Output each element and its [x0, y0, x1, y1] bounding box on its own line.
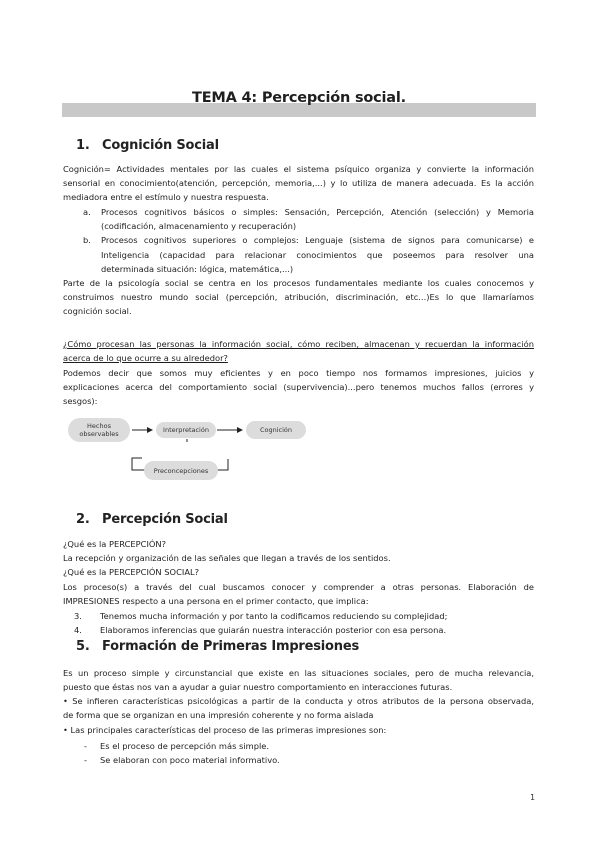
section-1-heading	[76, 138, 219, 153]
list-item-4	[74, 623, 534, 637]
text-line: (codificación, almacenamiento y recuperación)	[101, 221, 297, 232]
section-1-number: 1.	[76, 138, 90, 153]
list-marker: 3.	[74, 611, 82, 621]
cognition-diagram	[62, 412, 322, 487]
text-line: mediadora entre el estímulo y nuestra respuesta.	[63, 192, 269, 203]
section-1-paragraph-2	[63, 276, 534, 319]
node-cognicion: Cognición	[246, 421, 306, 439]
list-marker: -	[84, 741, 87, 751]
section-2-title: Percepción Social	[102, 512, 228, 527]
section-5-title: Formación de Primeras Impresiones	[102, 639, 359, 654]
list-marker: -	[84, 755, 87, 766]
text-line: determinada situación: lógica, matemática,...)	[101, 263, 294, 274]
text-line: Es el proceso de percepción más simple.	[100, 741, 270, 751]
section-5-dash-list	[84, 739, 534, 767]
section-2-list	[74, 609, 534, 637]
node-interpretacion: Interpretación	[156, 422, 216, 438]
text-line: La recepción y organización de las señales que llegan a través de los sentidos.	[63, 553, 391, 564]
dash-item-1	[84, 739, 534, 753]
section-5-paragraph-2	[63, 694, 534, 722]
text-line: acerca de lo que ocurre a su alrededor?	[63, 353, 228, 364]
text-line: Es un proceso simple y circunstancial que existe en las situaciones sociales, pero de mucha relevancia,	[63, 668, 534, 678]
section-2-paragraph	[63, 580, 534, 608]
list-marker: a.	[83, 207, 91, 217]
text-line: Procesos cognitivos superiores o complejos: Lenguaje (sistema de signos para comunicarse) e	[101, 235, 534, 246]
text-line: Podemos decir que somos muy eficientes y en poco tiempo nos formamos impresiones, juicios y	[63, 368, 534, 378]
node-hechos-observables: Hechos observables	[68, 418, 130, 442]
list-marker: 4.	[74, 625, 82, 636]
section-1-paragraph-1	[63, 162, 534, 205]
text-line: Procesos cognitivos básicos o simples: Sensación, Percepción, Atención (selección) y Memoria	[101, 207, 534, 217]
section-5-paragraph-1	[63, 666, 534, 694]
text-line: • Las principales características del proceso de las primeras impresiones son:	[63, 725, 387, 735]
list-marker: b.	[83, 235, 91, 246]
section-2-number: 2.	[76, 512, 90, 527]
text-line: ¿Cómo procesan las personas la información social, cómo reciben, almacenan y recuerdan la información	[63, 339, 534, 349]
text-line: sesgos):	[63, 396, 98, 407]
text-line: de forma que se organizan en una impresión coherente y no forma aislada	[63, 710, 374, 721]
section-1-paragraph-3	[63, 366, 534, 409]
section-1-list	[83, 205, 534, 276]
text-line: puesto que éstas nos van a ayudar a guiar nuestro comportamiento en interacciones futuras.	[63, 682, 453, 693]
page-number: 1	[530, 793, 536, 802]
text-line: Los proceso(s) a través del cual buscamos conocer y comprender a otras personas. Elaboración de	[63, 582, 534, 592]
text-line: Elaboramos inferencias que guiarán nuestra interacción posterior con esa persona.	[100, 625, 447, 636]
title-block	[62, 90, 536, 118]
text-line: Inteligencia (capacidad para relacionar conocimientos que poseemos para resolver una	[101, 249, 534, 260]
text-line: explicaciones acerca del comportamiento social (supervivencia)...pero tenemos muchos fallos (errores y	[63, 382, 534, 393]
text-line: Tenemos mucha información y por tanto la codificamos reduciendo su complejidad;	[100, 611, 448, 621]
text-line: • Se infieren características psicológicas a partir de la conducta y otros atributos de la persona observada,	[63, 696, 534, 706]
page-title: TEMA 4: Percepción social.	[192, 90, 406, 106]
text-line: Se elaboran con poco material informativo.	[100, 755, 280, 766]
text-line: construimos nuestro mundo social (percepción, atribución, discriminación, etc...)Es lo que llamaríamos	[63, 292, 534, 303]
node-preconcepciones: Preconcepciones	[144, 461, 218, 480]
dash-item-2	[84, 753, 534, 767]
list-item-a	[83, 205, 534, 233]
text-line: ¿Qué es la PERCEPCIÓN?	[63, 539, 167, 549]
text-line: Cognición= Actividades mentales por las cuales el sistema psíquico organiza y convierte la información	[63, 164, 534, 174]
section-2-definitions	[63, 537, 534, 580]
text-line: Parte de la psicología social se centra en los procesos fundamentales mediante los cuales conocemos y	[63, 278, 534, 288]
text-line: sensorial en conocimiento(atención, percepción, memoria,...) y lo utiliza de manera adecuada. Es la acción	[63, 178, 534, 189]
section-5-number: 5.	[76, 639, 90, 654]
section-2-heading	[76, 512, 228, 527]
text-line: IMPRESIONES respecto a una persona en el primer contacto, que implica:	[63, 596, 369, 607]
text-line: ¿Qué es la PERCEPCIÓN SOCIAL?	[63, 567, 200, 578]
section-5-heading	[76, 639, 359, 654]
section-1-question	[63, 337, 534, 365]
section-5-paragraph-3	[63, 723, 534, 737]
section-1-title: Cognición Social	[102, 138, 219, 153]
text-line: cognición social.	[63, 306, 132, 317]
list-item-b	[83, 233, 534, 276]
list-item-3	[74, 609, 534, 623]
